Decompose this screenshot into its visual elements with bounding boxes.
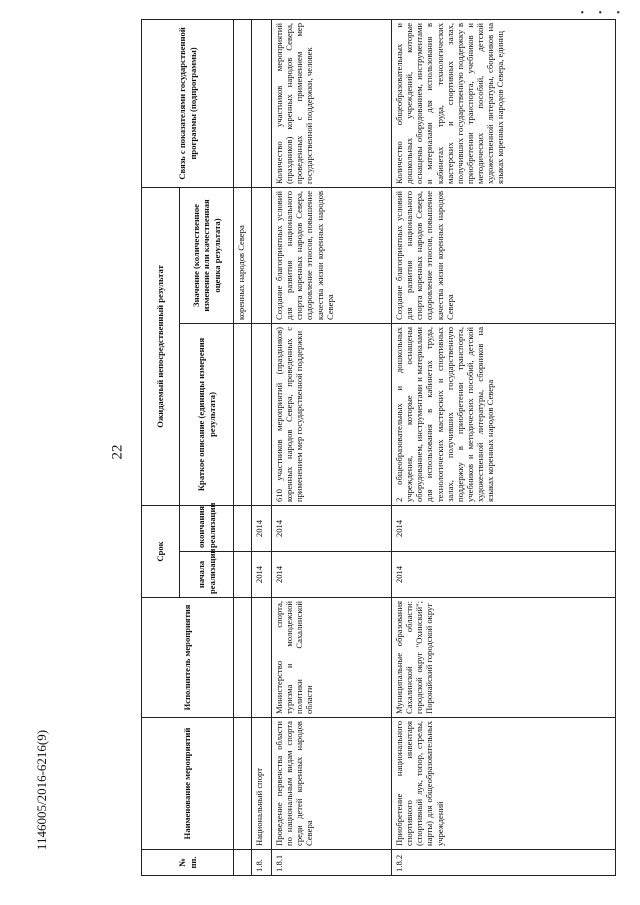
cell-start: 2014 <box>272 552 392 598</box>
rotated-table-container <box>141 20 616 876</box>
table-row <box>272 19 392 875</box>
header-term-end: окончания реализации <box>180 505 234 551</box>
footer-document-code: 1146005/2016-6216(9) <box>34 729 49 851</box>
header-term: Срок <box>142 505 180 597</box>
cell-num: 1.8.1 <box>272 850 392 876</box>
cell-start: 2014 <box>252 552 272 598</box>
header-executor: Исполнитель мероприятия <box>142 598 234 718</box>
header-term-start: начала реализации <box>180 552 234 598</box>
header-result-short: Краткое описание (единицы измерения результата) <box>180 323 234 505</box>
cell-name: Проведение первенства области по национальным видам спорта среди детей коренных народов Севера <box>272 718 392 850</box>
continuation-row <box>234 19 252 875</box>
page-number: 22 <box>109 444 126 460</box>
cell-link: Количество участников мероприятий (праздников) коренных народов Севера, проведенных с применением мер государственной поддержки, человек <box>272 19 392 187</box>
header-result: Ожидаемый непосредственный результат <box>142 187 180 505</box>
cell-executor <box>252 598 272 718</box>
header-num: № пп. <box>142 850 234 876</box>
cell-link <box>252 19 272 187</box>
cell-result-value: Создание благоприятных условий для развития национального спорта коренных народов Севера, оздоровление этносов, повышение качества жизни коренных народов Севера <box>272 187 392 323</box>
cell-result-short <box>252 323 272 505</box>
header-result-value: Значение (количественное изменение или качественная оценка результата) <box>180 187 234 323</box>
cell-executor: Муниципальные образования Сахалинской области: городской округ "Охинский"; Поронайский городской округ <box>392 598 616 718</box>
header-link: Связь с показателями государственной программы (подпрограммы) <box>142 19 234 187</box>
cell-start: 2014 <box>392 552 616 598</box>
program-activities-table <box>141 19 616 876</box>
scan-marks: • • • <box>580 8 626 19</box>
cell-end: 2014 <box>392 505 616 551</box>
table-header-row <box>142 19 180 875</box>
cell-end: 2014 <box>252 505 272 551</box>
cell-num: 1.8. <box>252 850 272 876</box>
cell-result-value: коренных народов Севера <box>234 187 252 323</box>
header-name: Наименование мероприятий <box>142 718 234 850</box>
cell-name: Национальный спорт <box>252 718 272 850</box>
cell-result-value: Создание благоприятных условий для развития национального спорта коренных народов Севера, оздоровление этносов, повышение качества жизни коренных народов Севера <box>392 187 616 323</box>
cell-executor: Министерство спорта, туризма и молодежной политики Сахалинской области <box>272 598 392 718</box>
cell-name: Приобретение национального спортивного инвентаря (спортивный лук, топор, стрелы, нарты) для общеобразовательных учреждений <box>392 718 616 850</box>
cell-result-short: 610 участников мероприятий (праздников) коренных народов Севера, проведенных с применением мер государственной поддержки <box>272 323 392 505</box>
table-row <box>252 19 272 875</box>
cell-num: 1.8.2 <box>392 850 616 876</box>
cell-link: Количество общеобразовательных и дошкольных учреждений, которые оснащены оборудованием, инструментами и материалами для использования в кабинетах труда, технологических мастерских и спортивных залах, получивших государственную поддержку в приобретении транспорта, учебников и методических пособий, детской художественной литературы, сборников на языках коренных народов Севера, единиц <box>392 19 616 187</box>
cell-end: 2014 <box>272 505 392 551</box>
table-row <box>392 19 616 875</box>
cell-result-short: 2 общеобразовательных и дошкольных учреждения, которые оснащены оборудованием, инструментами и материалами для использования в кабинетах труда, технологических мастерских и спортивных залах, получивших государственную поддержку в приобретении транспорта, учебников и методических пособий, детской художественной литературы, сборников на языках коренных народов Севера <box>392 323 616 505</box>
cell-result-value <box>252 187 272 323</box>
